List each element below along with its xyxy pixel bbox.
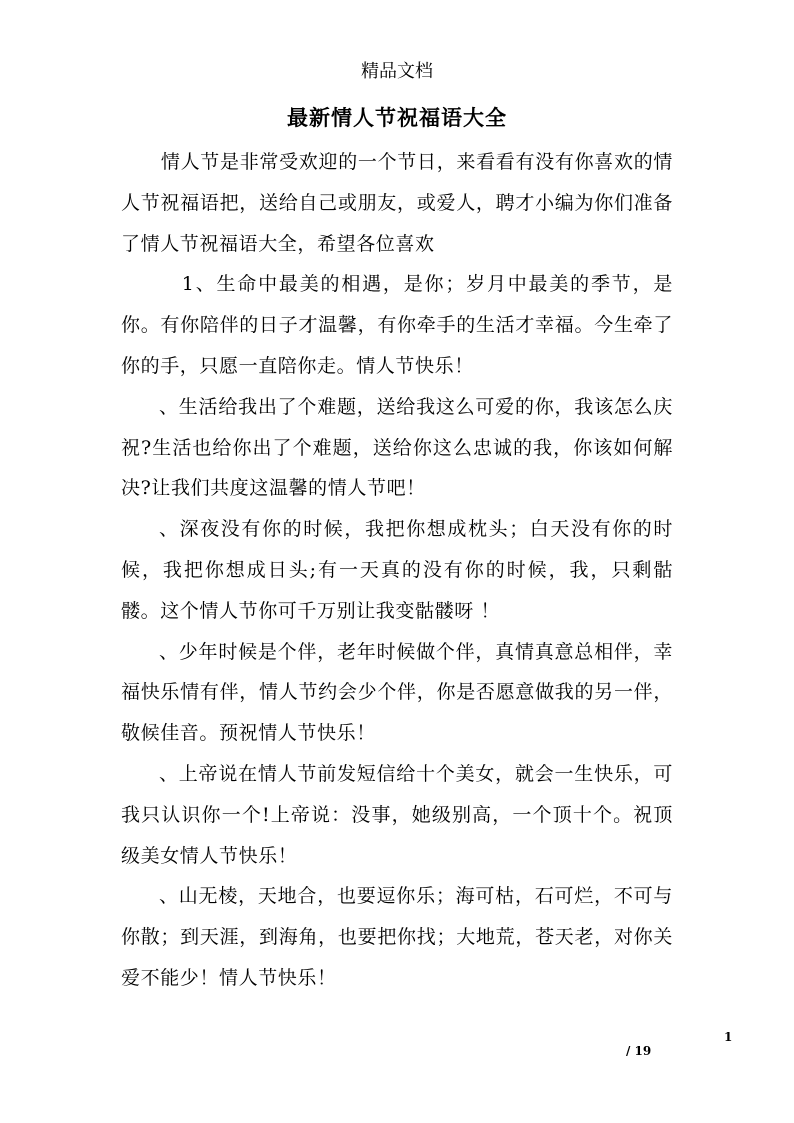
- document-body: [121, 142, 673, 999]
- wish-paragraph-5: 、上帝说在情人节前发短信给十个美女，就会一生快乐，可我只认识你一个!上帝说：没事，她级别高，一个顶十个。祝顶级美女情人节快乐！: [121, 762, 673, 867]
- header-label: 精品文档: [361, 61, 433, 82]
- wish-paragraph-6: 、山无棱，天地合，也要逗你乐；海可枯，石可烂，不可与你散；到天涯，到海角，也要把你找；大地荒，苍天老，对你关爱不能少！情人节快乐！: [121, 885, 673, 989]
- page-total: / 19: [626, 1044, 652, 1058]
- wish-paragraph-2: 、生活给我出了个难题，送给我这么可爱的你，我该怎么庆祝?生活也给你出了个难题，送给你这么忠诚的我，你该如何解决?让我们共度这温馨的情人节吧！: [121, 395, 673, 500]
- document-title: 最新情人节祝福语大全: [287, 105, 507, 130]
- wish-paragraph-4: 、少年时候是个伴，老年时候做个伴，真情真意总相伴，幸福快乐情有伴，情人节约会少个伴，你是否愿意做我的另一伴，敬候佳音。预祝情人节快乐！: [121, 640, 673, 745]
- wish-paragraph-3: 、深夜没有你的时候，我把你想成枕头；白天没有你的时候，我把你想成日头;有一天真的没有你的时候，我，只剩骷髅。这个情人节你可千万别让我变骷髅呀 ！: [121, 518, 673, 622]
- page-number: 1: [724, 1030, 733, 1044]
- intro-paragraph: 情人节是非常受欢迎的一个节日，来看看有没有你喜欢的情人节祝福语把，送给自己或朋友，或爱人，聘才小编为你们准备了情人节祝福语大全，希望各位喜欢: [121, 151, 673, 255]
- wish-paragraph-1: 1、生命中最美的相遇，是你；岁月中最美的季节，是你。有你陪伴的日子才温馨，有你牵手的生活才幸福。今生牵了你的手，只愿一直陪你走。情人节快乐！: [121, 273, 673, 377]
